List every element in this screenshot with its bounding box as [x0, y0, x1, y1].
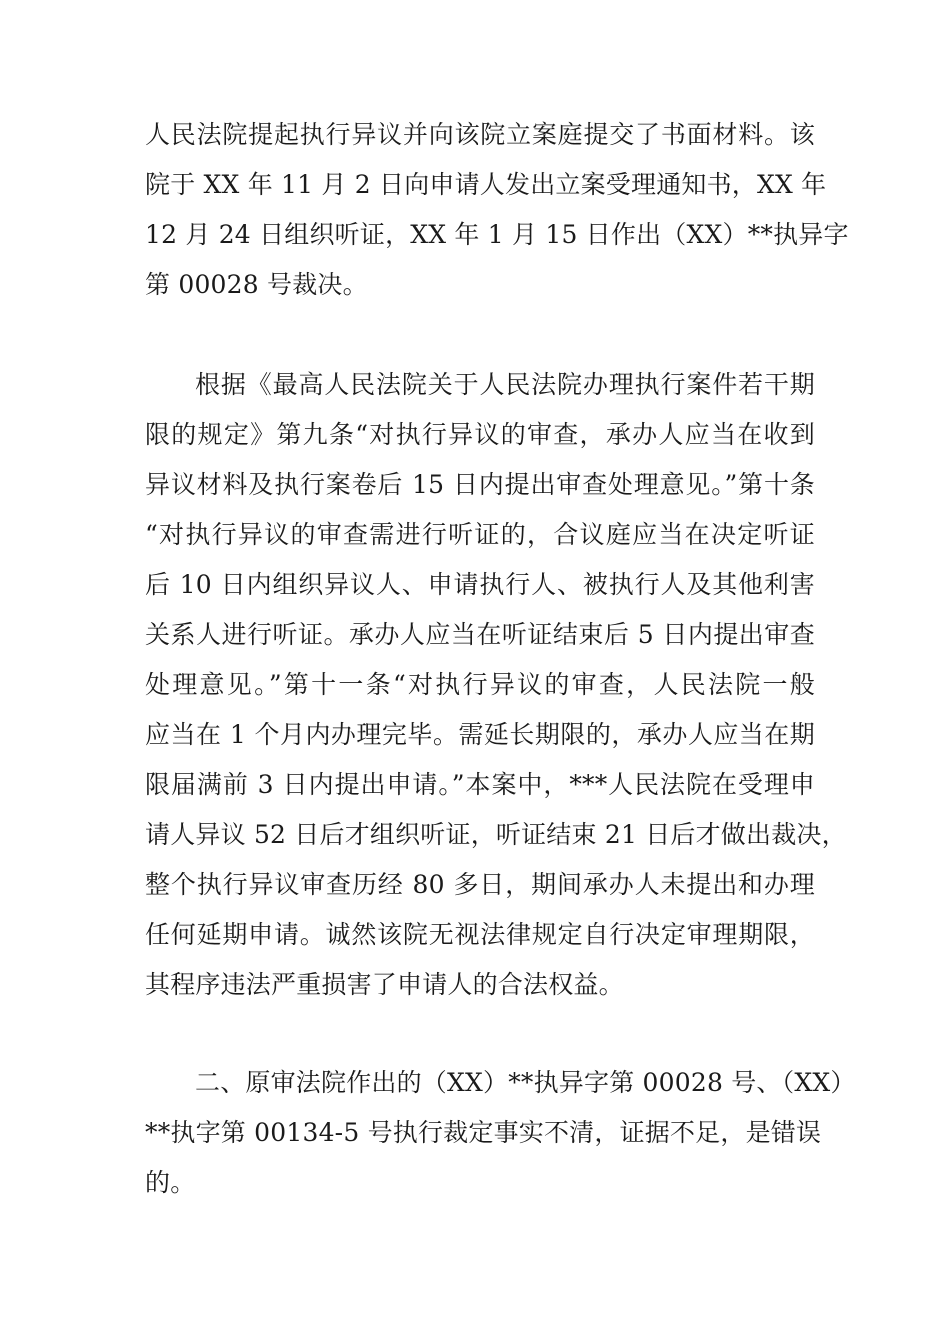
paragraph-2-line-6: 关系人进行听证。承办人应当在听证结束后 5 日内提出审查: [145, 620, 815, 649]
paragraph-1-line-4: 第 00028 号裁决。: [145, 270, 368, 299]
paragraph-2-line-13: 其程序违法严重损害了申请人的合法权益。: [145, 970, 624, 999]
paragraph-2-line-1: 根据《最高人民法院关于人民法院办理执行案件若干期: [195, 370, 815, 399]
paragraph-2-line-12: 任何延期申请。诚然该院无视法律规定自行决定审理期限，: [145, 920, 815, 949]
paragraph-3-line-3: 的。: [145, 1168, 196, 1197]
paragraph-2-line-3: 异议材料及执行案卷后 15 日内提出审查处理意见。”第十条: [145, 470, 815, 499]
paragraph-2-line-2: 限的规定》第九条“对执行异议的审查，承办人应当在收到: [145, 420, 815, 449]
paragraph-2-line-11: 整个执行异议审查历经 80 多日，期间承办人未提出和办理: [145, 870, 815, 899]
paragraph-1-line-3: 12 月 24 日组织听证，XX 年 1 月 15 日作出（XX）**执异字: [145, 220, 849, 249]
paragraph-2-line-8: 应当在 1 个月内办理完毕。需延长期限的，承办人应当在期: [145, 720, 815, 749]
paragraph-2-line-10: 请人异议 52 日后才组织听证，听证结束 21 日后才做出裁决，: [145, 820, 847, 849]
paragraph-1-line-1: 人民法院提起执行异议并向该院立案庭提交了书面材料。该: [145, 120, 815, 149]
paragraph-3-line-1: 二、原审法院作出的（XX）**执异字第 00028 号、（XX）: [195, 1068, 856, 1097]
paragraph-3-line-2: **执字第 00134-5 号执行裁定事实不清，证据不足，是错误: [145, 1118, 822, 1147]
paragraph-1-line-2: 院于 XX 年 11 月 2 日向申请人发出立案受理通知书，XX 年: [145, 170, 827, 199]
paragraph-2-line-5: 后 10 日内组织异议人、申请执行人、被执行人及其他利害: [145, 570, 815, 599]
paragraph-2-line-4: “对执行异议的审查需进行听证的，合议庭应当在决定听证: [145, 520, 815, 549]
paragraph-2-line-7: 处理意见。”第十一条“对执行异议的审查，人民法院一般: [145, 670, 815, 699]
paragraph-2-line-9: 限届满前 3 日内提出申请。”本案中，***人民法院在受理申: [145, 770, 815, 799]
